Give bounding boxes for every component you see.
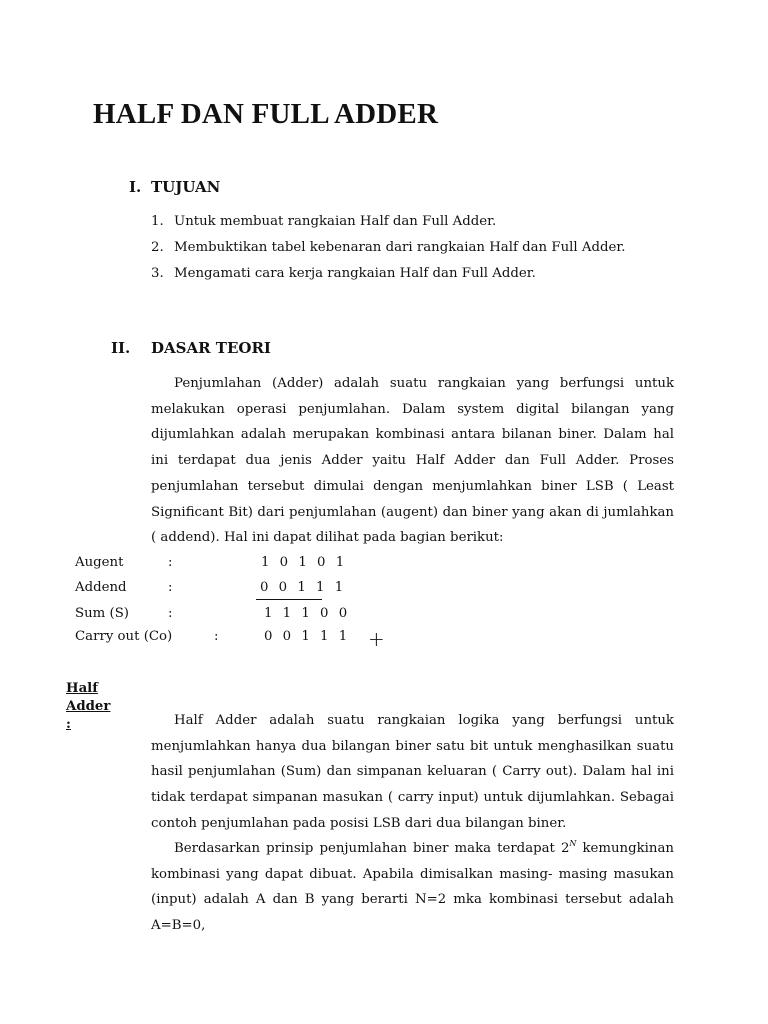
- list-item-text: Membuktikan tabel kebenaran dari rangkaian Half dan Full Adder.: [174, 240, 626, 255]
- dasar-teori-paragraph: Penjumlahan (Adder) adalah suatu rangkaian yang berfungsi untuk melakukan operasi penjumlahan. Dalam system digital bilangan yang dijumlahkan adalah merupakan kombinasi antara bilanan biner. Dalam hal ini terdapat dua jenis Adder yaitu Half Adder dan Full Adder. Proses penjumlahan tersebut dimulai dengan menjumlahkan biner LSB ( Least Significant Bit) dari penjumlahan (augent) dan biner yang akan di jumlahkan ( addend). Hal ini dapat dilihat pada bagian berikut:: [151, 376, 674, 546]
- half-adder-paragraph-1: Half Adder adalah suatu rangkaian logika yang berfungsi untuk menjumlahkan hanya dua bilangan biner satu bit untuk menghasilkan suatu hasil penjumlahan (Sum) dan simpanan keluaran ( Carry out). Dalam hal ini tidak terdapat simpanan masukan ( carry input) untuk dijumlahkan. Sebagai contoh penjumlahan pada posisi LSB dari dua bilangan biner.: [151, 713, 674, 831]
- addend-label: Addend: [75, 580, 127, 595]
- paragraph-2-text-after: kemungkinan kombinasi yang dapat dibuat. Apabila dimisalkan masing- masing masukan (input) adalah A dan B yang berarti N=2 mka kombinasi tersebut adalah A=B=0,: [151, 841, 674, 934]
- half-adder-heading-colon: :: [66, 717, 71, 732]
- augent-label: Augent: [75, 555, 124, 570]
- addend-colon: :: [168, 580, 173, 595]
- section-2-title: DASAR TEORI: [151, 339, 271, 357]
- carry-colon: :: [214, 629, 219, 644]
- list-item-number: 2.: [151, 240, 164, 255]
- plus-sign: +: [368, 627, 385, 651]
- augent-colon: :: [168, 555, 173, 570]
- list-item-text: Untuk membuat rangkaian Half dan Full Adder.: [174, 214, 497, 229]
- list-item-number: 3.: [151, 266, 164, 281]
- page-title: HALF DAN FULL ADDER: [93, 98, 439, 130]
- sum-colon: :: [168, 606, 173, 621]
- paragraph-2-text-before: Berdasarkan prinsip penjumlahan biner maka terdapat 2: [174, 841, 570, 856]
- sum-value: 1 1 1 0 0: [264, 606, 351, 621]
- half-adder-heading-text: Half Adder: [66, 681, 111, 714]
- section-2-number: II.: [111, 339, 131, 357]
- carry-value: 0 0 1 1 1: [264, 629, 351, 644]
- list-item-text: Mengamati cara kerja rangkaian Half dan Full Adder.: [174, 266, 536, 281]
- half-adder-paragraph-2: [151, 836, 674, 939]
- exponent-n: N: [569, 839, 577, 848]
- sum-divider-line: [256, 599, 322, 600]
- carry-label: Carry out (Co): [75, 629, 173, 644]
- addend-value: 0 0 1 1 1: [260, 580, 347, 595]
- list-item-number: 1.: [151, 214, 164, 229]
- half-adder-heading: [66, 680, 146, 734]
- augent-value: 1 0 1 0 1: [261, 555, 348, 570]
- section-1-number: I.: [129, 178, 142, 196]
- section-1-title: TUJUAN: [151, 178, 221, 196]
- sum-label: Sum (S): [75, 606, 129, 621]
